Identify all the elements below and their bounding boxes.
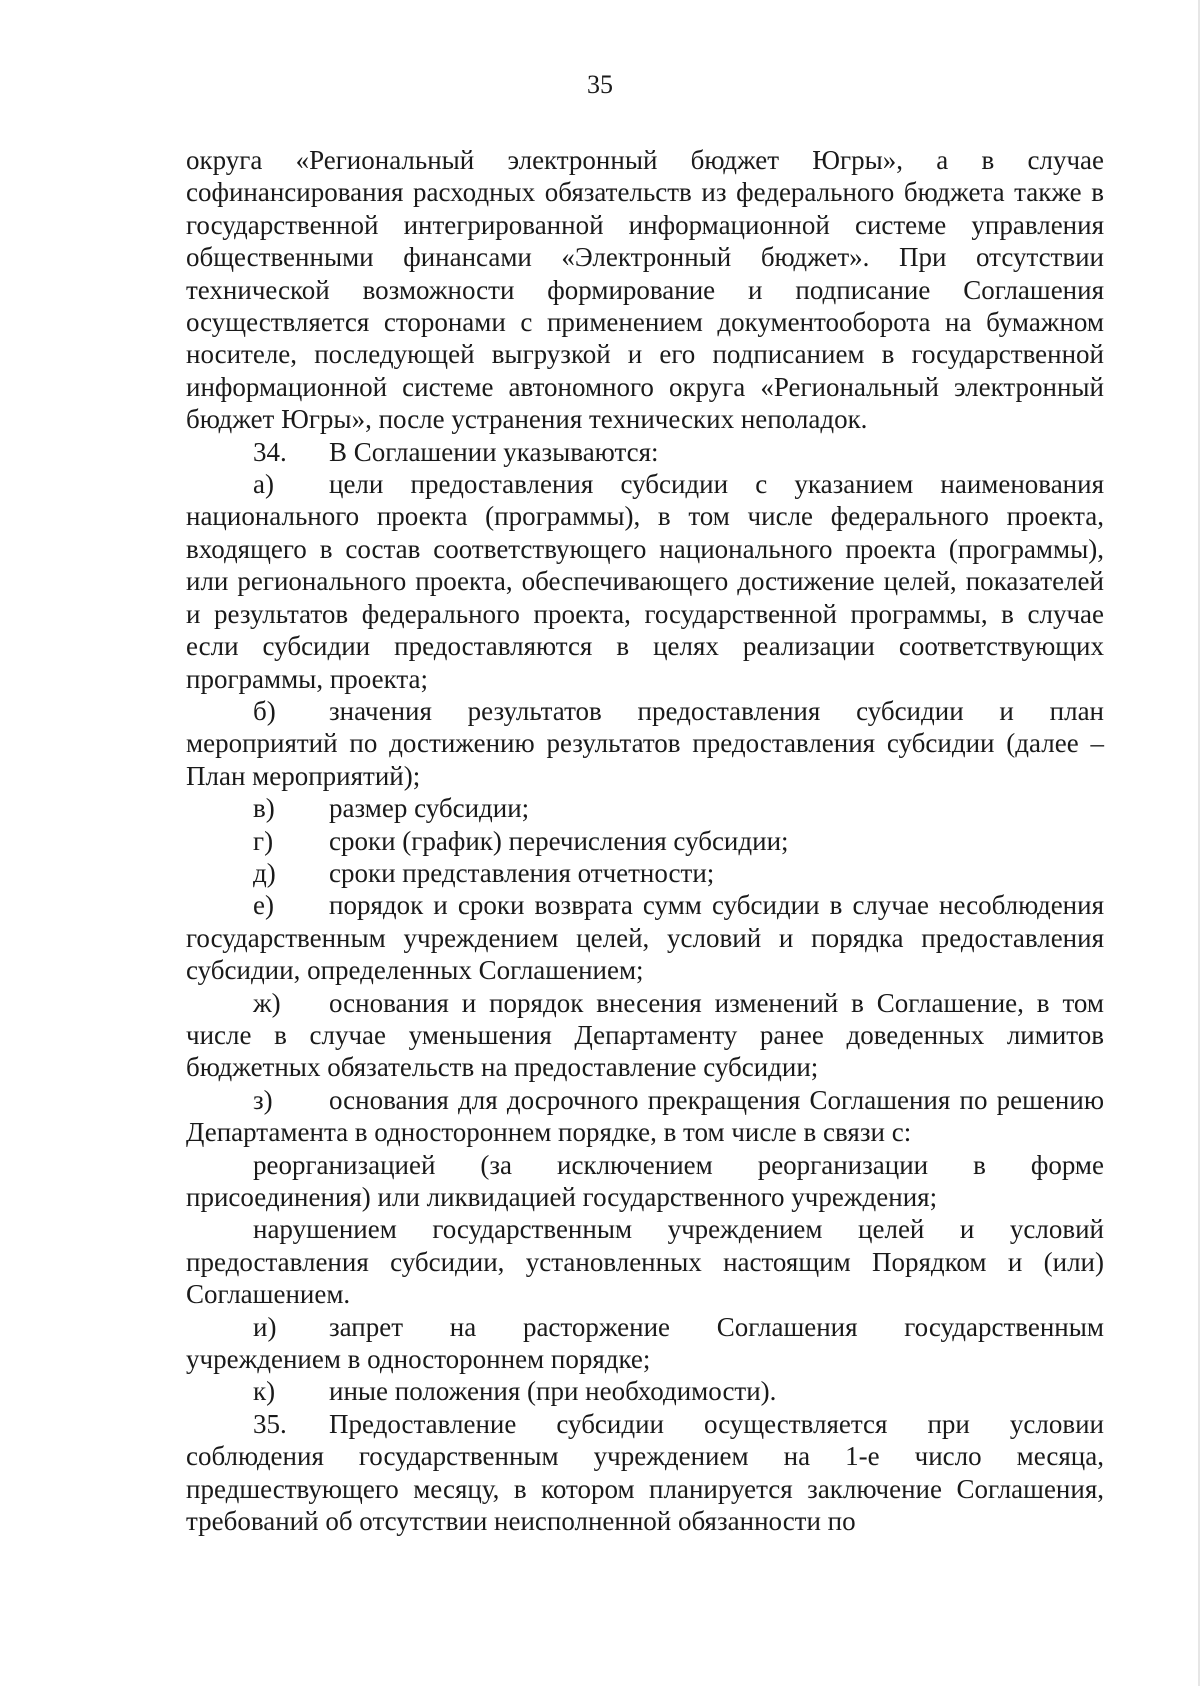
paragraph-continuation	[186, 144, 1104, 436]
document-body	[186, 144, 1104, 1537]
clause-35	[186, 1408, 1104, 1538]
clause-text: Предоставление субсидии осуществляется при условии соблюдения государственным учреждением на 1-е число месяца, предшествующего месяцу, в котором планируется заключение Соглашения, требований об отсутствии неисполненной обязанности по	[186, 1408, 1104, 1537]
item-z	[186, 1084, 1104, 1149]
page-number: 35	[587, 70, 613, 99]
item-text: цели предоставления субсидии с указанием наименования национального проекта (программы), в том числе федерального проекта, входящего в состав соответствующего национального проекта (программы), или регионального проекта, обеспечивающего достижение целей, показателей и результатов федерального проекта, государственной программы, в случае если субсидии предоставляются в целях реализации соответствующих программы, проекта;	[186, 469, 1104, 694]
item-marker: г)	[253, 825, 274, 856]
item-text: значения результатов предоставления субсидии и план мероприятий по достижению результатов предоставления субсидии (далее – План мероприятий);	[186, 695, 1104, 791]
item-marker: к)	[253, 1376, 276, 1407]
item-marker: и)	[253, 1311, 277, 1342]
item-marker: ж)	[253, 987, 281, 1018]
item-e	[186, 889, 1104, 986]
item-text: основания для досрочного прекращения Соглашения по решению Департамента в одностороннем порядке, в том числе в связи с:	[186, 1084, 1104, 1148]
item-g	[186, 825, 1104, 857]
item-text: сроки представления отчетности;	[329, 857, 715, 888]
clause-number: 35.	[253, 1408, 287, 1439]
item-k	[186, 1375, 1104, 1407]
item-text: реорганизацией (за исключением реорганизации в форме присоединения) или ликвидацией государственного учреждения;	[186, 1149, 1104, 1212]
item-marker: а)	[253, 469, 274, 500]
sub-item-violation	[186, 1213, 1104, 1310]
item-text: иные положения (при необходимости).	[329, 1376, 777, 1407]
item-d	[186, 857, 1104, 889]
item-b	[186, 695, 1104, 792]
item-marker: д)	[253, 857, 276, 888]
item-text: основания и порядок внесения изменений в Соглашение, в том числе в случае уменьшения Департаменту ранее доведенных лимитов бюджетных обязательств на предоставление субсидии;	[186, 987, 1104, 1083]
item-text: нарушением государственным учреждением целей и условий предоставления субсидии, установленных настоящим Порядком и (или) Соглашением.	[186, 1214, 1104, 1310]
item-marker: в)	[253, 793, 275, 824]
sub-item-reorganization	[186, 1149, 1104, 1214]
item-text: размер субсидии;	[329, 793, 530, 824]
paragraph-text: округа «Региональный электронный бюджет Югры», а в случае софинансирования расходных обязательств из федерального бюджета также в государственной интегрированной информационной системе управления общественными финансами «Электронный бюджет». При отсутствии технической возможности формирование и подписание Соглашения осуществляется сторонами с применением документооборота на бумажном носителе, последующей выгрузкой и его подписанием в государственной информационной системе автономного округа «Региональный электронный бюджет Югры», после устранения технических неполадок.	[186, 145, 1104, 435]
item-v	[186, 792, 1104, 824]
item-marker: з)	[253, 1084, 273, 1115]
item-i	[186, 1311, 1104, 1376]
item-zh	[186, 987, 1104, 1084]
clause-number: 34.	[253, 436, 287, 467]
item-marker: б)	[253, 695, 276, 726]
clause-34	[186, 436, 1104, 468]
item-text: сроки (график) перечисления субсидии;	[329, 825, 789, 856]
item-a	[186, 468, 1104, 695]
item-text: запрет на расторжение Соглашения государственным учреждением в одностороннем порядке;	[186, 1311, 1104, 1375]
item-text: порядок и сроки возврата сумм субсидии в случае несоблюдения государственным учреждением целей, условий и порядка предоставления субсидии, определенных Соглашением;	[186, 890, 1104, 986]
item-marker: е)	[253, 890, 274, 921]
clause-text: В Соглашении указываются:	[329, 436, 659, 467]
